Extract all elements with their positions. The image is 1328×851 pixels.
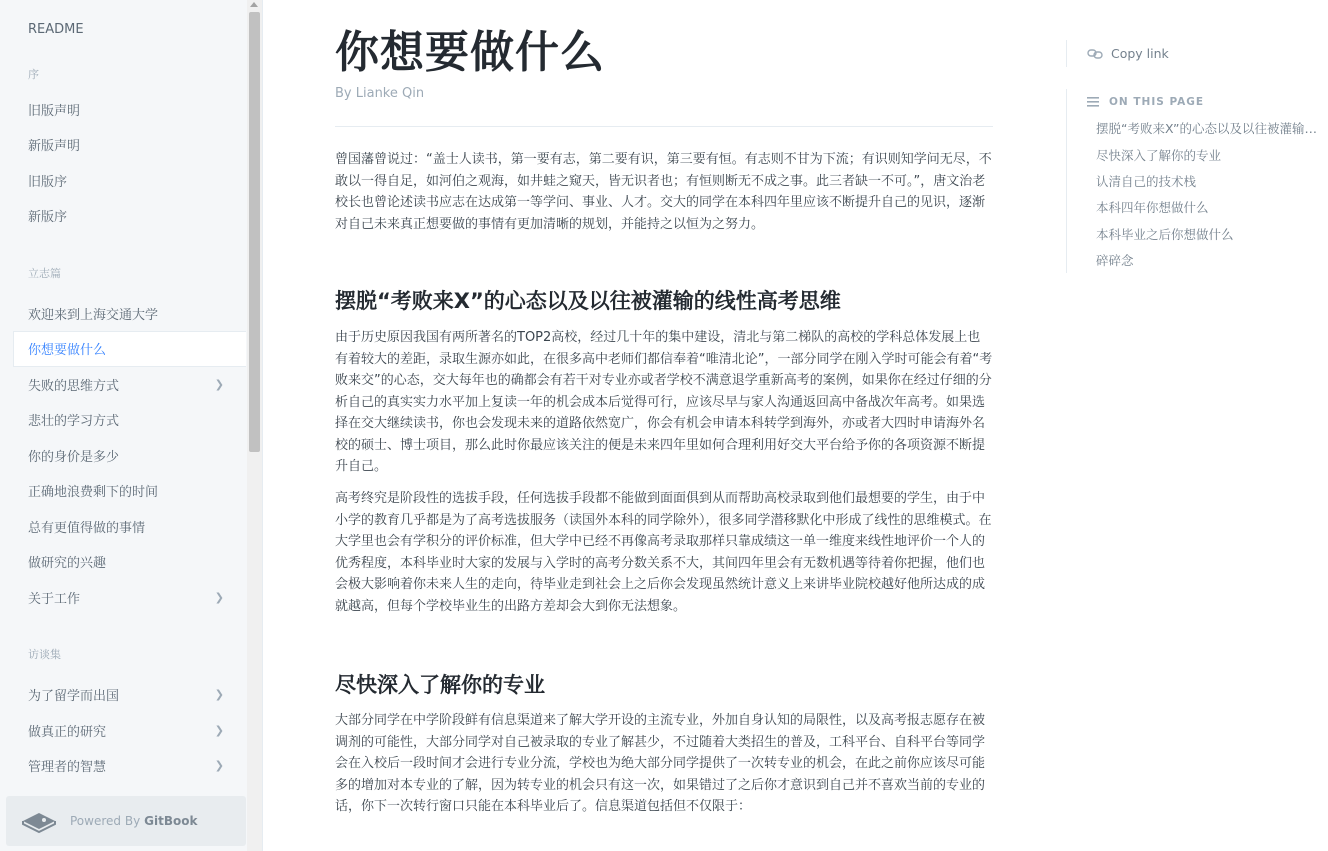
sidebar (0, 0, 263, 851)
title-divider (335, 126, 993, 127)
powered-by-text: Powered By (70, 814, 141, 828)
toc-item-mindset[interactable]: 摆脱“考败来X”的心态以及以往被灌输… (1096, 121, 1317, 137)
sidebar-section-interviews (0, 615, 246, 677)
sidebar-item-label: README (28, 22, 84, 38)
sidebar-item-manager-wisdom[interactable] (0, 748, 246, 784)
toc-item-four-years[interactable]: 本科四年你想做什么 (1096, 200, 1209, 216)
toc-item-musings[interactable]: 碎碎念 (1096, 253, 1134, 269)
chevron-right-icon[interactable]: ❯ (214, 759, 224, 773)
sidebar-item-learning-style[interactable] (0, 402, 246, 438)
section-label: 立志篇 (28, 266, 61, 280)
gitbook-logo-icon (20, 808, 58, 834)
sidebar-item-label: 失败的思维方式 (28, 378, 120, 394)
sidebar-item-label: 旧版序 (28, 174, 68, 190)
sidebar-item-label: 欢迎来到上海交通大学 (28, 307, 159, 323)
sidebar-item-old-preface[interactable] (0, 163, 246, 199)
toc-heading-label: ON THIS PAGE (1109, 96, 1205, 108)
section-label: 访谈集 (28, 648, 61, 661)
sidebar-item-label: 做真正的研究 (28, 724, 107, 740)
sidebar-item-label: 你想要做什么 (28, 343, 107, 359)
sidebar-item-real-research[interactable] (0, 713, 246, 749)
on-this-page-panel (1066, 40, 1328, 273)
sidebar-item-label: 为了留学而出国 (28, 689, 120, 705)
gitbook-brand: GitBook (144, 814, 198, 828)
sidebar-item-label: 旧版声明 (28, 103, 81, 119)
sidebar-item-your-worth[interactable] (0, 438, 246, 474)
chevron-right-icon[interactable]: ❯ (214, 377, 224, 391)
sidebar-item-new-statement[interactable] (0, 127, 246, 163)
page-title: 你想要做什么 (335, 27, 605, 78)
sidebar-item-what-do-you-want[interactable] (13, 331, 246, 367)
sidebar-item-label: 总有更值得做的事情 (28, 520, 146, 536)
chevron-right-icon[interactable]: ❯ (214, 723, 224, 737)
sidebar-item-failed-thinking[interactable] (0, 367, 246, 403)
sidebar-item-label: 做研究的兴趣 (28, 556, 107, 572)
link-icon (1087, 47, 1103, 61)
sidebar-item-waste-time[interactable] (0, 473, 246, 509)
sidebar-nav (0, 0, 246, 784)
list-icon (1087, 97, 1099, 107)
sidebar-item-old-statement[interactable] (0, 92, 246, 128)
author-byline: By Lianke Qin (335, 86, 425, 101)
sidebar-item-welcome[interactable] (0, 296, 246, 332)
chevron-right-icon[interactable]: ❯ (214, 688, 224, 702)
scrollbar-thumb[interactable] (249, 12, 260, 452)
sidebar-item-label: 新版序 (28, 210, 68, 226)
powered-by-gitbook[interactable] (6, 796, 246, 846)
sidebar-section-ambition (0, 234, 246, 296)
sidebar-item-study-abroad[interactable] (0, 677, 246, 713)
sidebar-item-readme[interactable] (0, 12, 246, 48)
section-label: 序 (28, 67, 39, 81)
sidebar-item-label: 悲壮的学习方式 (28, 414, 120, 430)
paragraph-major: 大部分同学在中学阶段鲜有信息渠道来了解大学开设的主流专业，外加自身认知的局限性，以及高考报志愿存在被调剂的可能性，大部分同学对自己被录取的专业了解甚少，不过随着大类招生的普及，工科平台、自科平台等同学会在入校后一段时间才会进行专业分流，学校也为绝大部分同学提供了一次转专业的机会，在此之前你应该尽可能多的增加对本专业的了解，因为转专业的机会只有这一次，如果错过了之后你才意识到自己并不喜欢当前的专业的话，你下一次转行窗口只能在本科毕业后了。信息渠道包括但不仅限于： (335, 713, 986, 814)
paragraph-history: 由于历史原因我国有两所著名的TOP2高校，经过几十年的集中建设，清北与第二梯队的高校的学科总体发展上也有着较大的差距，录取生源亦如此，在很多高中老师们都信奉着“唯清北论”，一部分同学在刚入学时可能会有着“考败来交”的心态，交大每年也的确都会有若干对专业亦或者学校不满意退学重新高考的案例，如果你在经过仔细的分析自己的真实实力水平加上复读一年的机会成本后觉得可行，应该尽早与家人沟通返回高中备战次年高考。如果选择在交大继续读书，你也会发现未来的道路依然宽广，你会有机会申请本科转学到海外，亦或者大四时申请海外名校的硕士、博士项目，那么此时你最应该关注的便是未来四年里如何合理利用好交大平台给予你的各项资源不断提升自己。 (335, 330, 993, 474)
chevron-right-icon[interactable]: ❯ (214, 590, 224, 604)
toc-list (1066, 115, 1328, 273)
sidebar-item-about-work[interactable] (0, 580, 246, 616)
toc-item-major[interactable]: 尽快深入了解你的专业 (1096, 147, 1222, 163)
paragraph-gaokao: 高考终究是阶段性的选拔手段，任何选拔手段都不能做到面面俱到从而帮助高校录取到他们最想要的学生，由于中小学的教育几乎都是为了高考选拔服务（读国外本科的同学除外），很多同学潜移默化中形成了线性的思维模式。在大学里也会有学积分的评价标准，但大学中已经不再像高考录取那样只靠成绩这一单一维度来线性地评价一个人的优秀程度，本科毕业时大家的发展与入学时的高考分数关系不大，其间四年里会有无数机遇等待着你把握，他们也会极大影响着你未来人生的走向，待毕业走到社会上之后你会发现虽然统计意义上来讲毕业院校越好他所达成的成就越高，但每个学校毕业生的出路方差却会大到你无法想象。 (335, 491, 992, 614)
intro-paragraph: 曾国藩曾说过：“盖士人读书，第一要有志，第二要有识，第三要有恒。有志则不甘为下流；有识则知学问无尽，不敢以一得自足，如河伯之观海，如井蛙之窥天，皆无识者也；有恒则断无不成之事。此三者缺一不可。”，唐文治老校长也曾论述读书应志在达成第一等学问、事业、人才。交大的同学在本科四年里应该不断提升自己的见识，逐渐对自己未来真正想要做的事情有更加清晰的规划，并能持之以恒为之努力。 (335, 152, 992, 232)
sidebar-item-worthier-things[interactable] (0, 509, 246, 545)
sidebar-item-label: 新版声明 (28, 139, 81, 155)
sidebar-section-preface (0, 48, 246, 92)
toc-item-after-graduation[interactable]: 本科毕业之后你想做什么 (1096, 226, 1234, 242)
scroll-up-arrow-icon[interactable] (250, 2, 258, 7)
sidebar-item-label: 你的身价是多少 (28, 449, 120, 465)
sidebar-item-research-interest[interactable] (0, 544, 246, 580)
heading-know-your-major: 尽快深入了解你的专业 (335, 673, 545, 697)
toc-item-tech-stack[interactable]: 认清自己的技术栈 (1096, 173, 1197, 189)
sidebar-scrollbar[interactable] (247, 0, 262, 851)
heading-shake-off-mindset: 摆脱“考败来X”的心态以及以往被灌输的线性高考思维 (335, 289, 841, 313)
sidebar-item-label: 正确地浪费剩下的时间 (28, 485, 159, 501)
sidebar-item-label: 关于工作 (28, 591, 81, 607)
copy-link-label: Copy link (1111, 46, 1169, 61)
toc-heading (1066, 89, 1328, 115)
sidebar-item-new-preface[interactable] (0, 198, 246, 234)
sidebar-item-label: 管理者的智慧 (28, 760, 107, 776)
copy-link-button[interactable] (1066, 40, 1328, 67)
